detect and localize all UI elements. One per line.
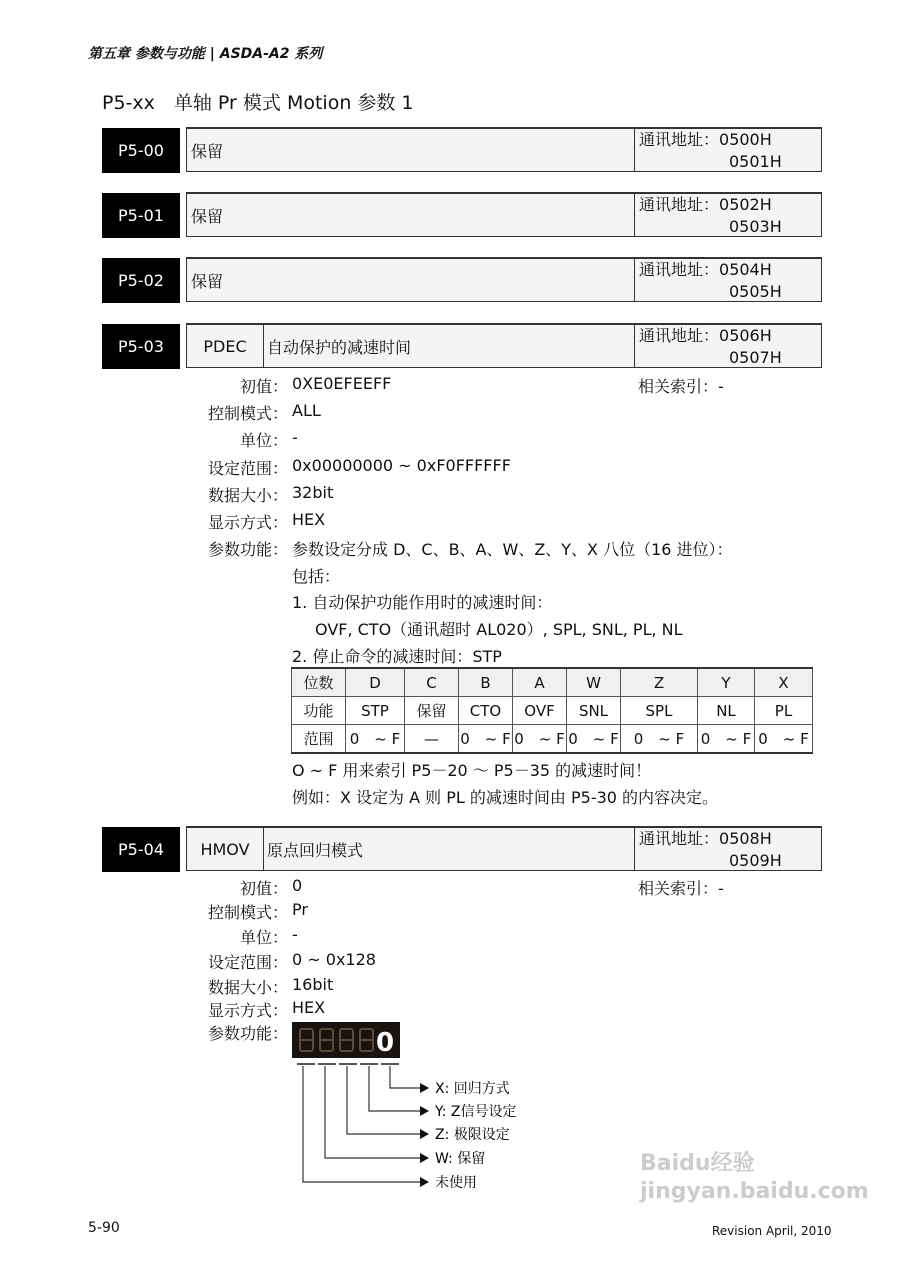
table-cell: SPL: [621, 697, 698, 725]
address-2: 0509H: [729, 851, 782, 870]
param-box: [186, 192, 822, 237]
chapter-header: 第五章 参数与功能 | ASDA-A2 系列: [88, 46, 323, 62]
related-index: 相关索引：-: [638, 377, 724, 396]
legend-w: W: 保留: [435, 1151, 486, 1167]
watermark: Baidu经验 jingyan.baidu.com: [640, 1151, 869, 1204]
table-cell: 范围: [292, 725, 346, 754]
address-label: 通讯地址：: [639, 195, 720, 214]
table-row: [292, 697, 813, 725]
table-cell: 0 ~ F: [459, 725, 513, 754]
address-label: 通讯地址：: [639, 130, 720, 149]
arrow-icons: [420, 1083, 429, 1187]
param-box: [186, 826, 822, 871]
range-label: 设定范围：: [207, 459, 288, 478]
address-1: 0502H: [719, 195, 772, 214]
param-id: P5-01: [102, 193, 180, 238]
table-cell: 功能: [292, 697, 346, 725]
function-text: 参数设定分成 D、C、B、A、W、Z、Y、X 八位（16 进位）：: [292, 540, 733, 559]
param-code: HMOV: [187, 828, 264, 870]
table-cell: 0 ~ F: [621, 725, 698, 754]
param-id: P5-04: [102, 827, 180, 872]
table-cell: 0 ~ F: [755, 725, 813, 754]
param-address: [634, 325, 823, 367]
seven-segment-diagram: [285, 1018, 545, 1198]
mode-label: 控制模式：: [207, 903, 288, 922]
function-label: 参数功能：: [207, 540, 288, 559]
revision: Revision April, 2010: [712, 1224, 832, 1238]
range-value: 0x00000000 ~ 0xF0FFFFFF: [292, 456, 511, 475]
table-row: [292, 668, 813, 697]
param-name: 保留: [191, 271, 224, 291]
table-cell: PL: [755, 697, 813, 725]
init-value: 0XE0EFEEFF: [292, 374, 392, 393]
table-row: [292, 725, 813, 754]
address-1: 0506H: [719, 326, 772, 345]
section-title: P5-xx 单轴 Pr 模式 Motion 参数 1: [102, 92, 414, 114]
note: O ~ F 用来索引 P5－20 ～ P5－35 的减速时间！: [292, 761, 652, 780]
bit-function-table: [291, 667, 813, 754]
table-cell: 0 ~ F: [567, 725, 621, 754]
table-cell: 保留: [405, 697, 459, 725]
param-name: 自动保护的减速时间: [267, 337, 412, 357]
param-id: P5-00: [102, 128, 180, 173]
function-label: 参数功能：: [207, 1024, 288, 1043]
size-label: 数据大小：: [207, 486, 288, 505]
address-2: 0507H: [729, 348, 782, 367]
size-value: 32bit: [292, 483, 334, 502]
init-label: 初值：: [239, 377, 288, 396]
table-cell: NL: [698, 697, 755, 725]
table-cell: STP: [346, 697, 405, 725]
function-text: OVF, CTO（通讯超时 AL020）, SPL, SNL, PL, NL: [315, 620, 683, 639]
display-value: HEX: [292, 510, 326, 529]
param-name: 保留: [191, 206, 224, 226]
table-cell: 位数: [292, 668, 346, 697]
unit-label: 单位：: [239, 431, 288, 450]
mode-value: ALL: [292, 401, 321, 420]
legend-unused: 未使用: [435, 1175, 477, 1191]
display-value: HEX: [292, 998, 326, 1017]
init-label: 初值：: [239, 879, 288, 898]
related-index: 相关索引：-: [638, 879, 724, 898]
param-address: [634, 129, 823, 171]
unit-label: 单位：: [239, 928, 288, 947]
function-text: 1. 自动保护功能作用时的减速时间：: [292, 593, 553, 612]
table-cell: 0 ~ F: [513, 725, 567, 754]
legend-x: X: 回归方式: [435, 1081, 510, 1097]
table-cell: W: [567, 668, 621, 697]
param-name: 原点回归模式: [267, 840, 364, 860]
init-value: 0: [292, 876, 303, 895]
table-cell: OVF: [513, 697, 567, 725]
address-2: 0505H: [729, 282, 782, 301]
table-cell: Z: [621, 668, 698, 697]
mode-value: Pr: [292, 900, 308, 919]
table-cell: 0 ~ F: [698, 725, 755, 754]
param-address: [634, 828, 823, 870]
table-cell: B: [459, 668, 513, 697]
table-cell: Y: [698, 668, 755, 697]
size-value: 16bit: [292, 975, 334, 994]
param-box: [186, 257, 822, 302]
table-cell: CTO: [459, 697, 513, 725]
note: 例如：X 设定为 A 则 PL 的减速时间由 P5-30 的内容决定。: [292, 788, 719, 807]
range-value: 0 ~ 0x128: [292, 950, 376, 969]
function-text: 2. 停止命令的减速时间：STP: [292, 647, 502, 666]
mode-label: 控制模式：: [207, 404, 288, 423]
address-2: 0501H: [729, 152, 782, 171]
display-label: 显示方式：: [207, 513, 288, 532]
table-cell: —: [405, 725, 459, 754]
address-1: 0500H: [719, 130, 772, 149]
param-box: [186, 127, 822, 172]
table-cell: 0 ~ F: [346, 725, 405, 754]
address-label: 通讯地址：: [639, 326, 720, 345]
param-address: [634, 194, 823, 236]
param-name: 保留: [191, 141, 224, 161]
table-cell: SNL: [567, 697, 621, 725]
param-box: [186, 323, 822, 368]
legend-z: Z: 极限设定: [435, 1127, 510, 1143]
table-cell: A: [513, 668, 567, 697]
display-digit: 0: [375, 1028, 395, 1058]
range-label: 设定范围：: [207, 953, 288, 972]
unit-value: -: [292, 428, 298, 447]
table-cell: X: [755, 668, 813, 697]
table-cell: D: [346, 668, 405, 697]
legend-y: Y: Z信号设定: [435, 1104, 517, 1120]
display-label: 显示方式：: [207, 1001, 288, 1020]
param-id: P5-03: [102, 324, 180, 369]
function-text: 包括：: [292, 567, 341, 586]
param-id: P5-02: [102, 258, 180, 303]
size-label: 数据大小：: [207, 978, 288, 997]
address-label: 通讯地址：: [639, 260, 720, 279]
param-address: [634, 259, 823, 301]
page-number: 5-90: [88, 1220, 120, 1236]
address-2: 0503H: [729, 217, 782, 236]
address-1: 0508H: [719, 829, 772, 848]
address-label: 通讯地址：: [639, 829, 720, 848]
address-1: 0504H: [719, 260, 772, 279]
param-code: PDEC: [187, 325, 264, 367]
unit-value: -: [292, 925, 298, 944]
table-cell: C: [405, 668, 459, 697]
